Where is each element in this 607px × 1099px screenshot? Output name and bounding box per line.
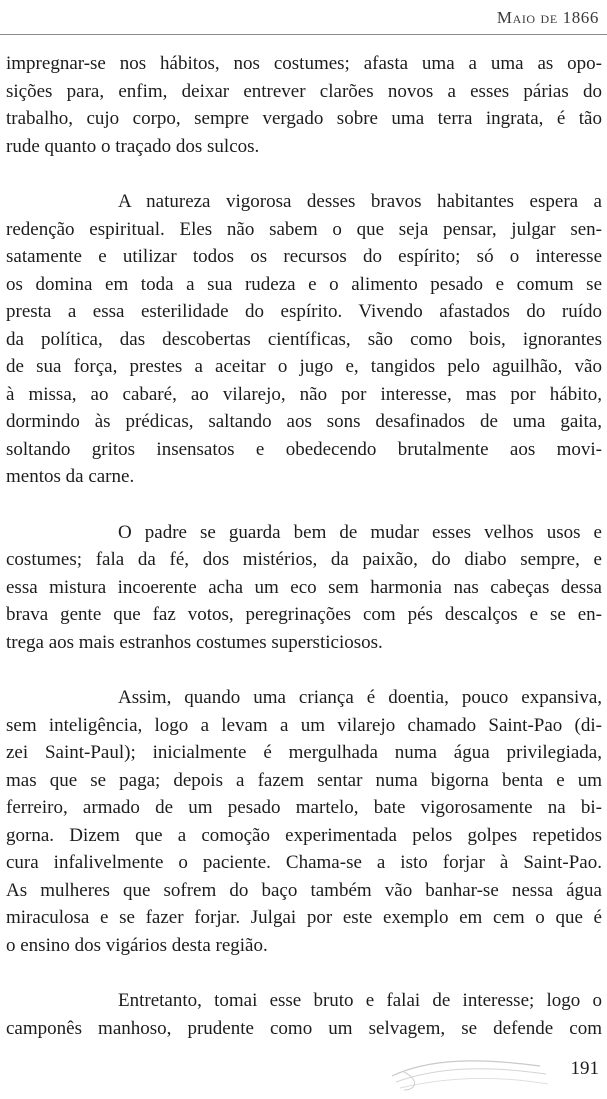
text-line: miraculosa e se fazer forjar. Julgai por este exemplo em cem o que é: [6, 907, 602, 928]
text-line: presta a essa esterilidade do espírito. Vivendo afastados do ruído: [6, 301, 602, 322]
decorative-flourish: [390, 1052, 550, 1096]
text-line: ferreiro, armado de um pesado martelo, bate vigorosamente na bi-: [6, 797, 602, 818]
text-line: essa mistura incoerente acha um eco sem harmonia nas cabeças dessa: [6, 576, 602, 598]
text-line: trabalho, cujo corpo, sempre vergado sobre uma terra ingrata, é tão: [6, 108, 602, 129]
text-line: os domina em toda a sua rudeza e o alimento pesado e comum se: [6, 273, 602, 295]
text-line: mas que se paga; depois a fazem sentar numa bigorna benta e um: [6, 769, 602, 791]
text-line: impregnar-se nos hábitos, nos costumes; afasta uma a uma as opo-: [6, 53, 602, 74]
text-line: A natureza vigorosa desses bravos habitantes espera a: [118, 191, 602, 212]
text-line: da política, das descobertas científicas, são como bois, ignorantes: [6, 328, 602, 350]
text-line: Assim, quando uma criança é doentia, pouco expansiva,: [118, 687, 602, 708]
paragraph: [6, 519, 602, 657]
text-line: gorna. Dizem que a comoção experimentada pelos golpes repetidos: [6, 824, 602, 846]
text-line: brava gente que faz votos, peregrinações com pés descalços e se en-: [6, 604, 602, 625]
text-line: zei Saint-Paul); inicialmente é mergulhada numa água privilegiada,: [6, 742, 602, 763]
text-line: cura infalivelmente o paciente. Chama-se a isto forjar à Saint-Pao.: [6, 852, 602, 873]
text-line: costumes; fala da fé, dos mistérios, da paixão, do diabo sempre, e: [6, 549, 602, 570]
text-line: camponês manhoso, prudente como um selvagem, se defende com: [6, 1017, 602, 1039]
text-line: sições para, enfim, deixar entrever clarões novos a esses párias do: [6, 80, 602, 102]
text-line: O padre se guarda bem de mudar esses velhos usos e: [118, 521, 602, 543]
text-line: satamente e utilizar todos os recursos do espírito; só o interesse: [6, 246, 602, 267]
page-number: 191: [570, 1058, 599, 1079]
text-line: mentos da carne.: [6, 466, 135, 487]
paragraph: [6, 684, 602, 959]
running-head-title: Maio de 1866: [496, 8, 599, 27]
paragraph: [6, 50, 602, 160]
header-rule: [0, 34, 607, 35]
text-line: redenção espiritual. Eles não sabem o que seja pensar, julgar sen-: [6, 218, 602, 240]
text-line: As mulheres que sofrem do baço também vão banhar-se nessa água: [6, 879, 602, 901]
text-line: trega aos mais estranhos costumes supersticiosos.: [6, 631, 383, 653]
body-text: [6, 50, 602, 1070]
paragraph: [6, 188, 602, 491]
text-line: sem inteligência, logo a levam a um vilarejo chamado Saint-Pao (di-: [6, 714, 602, 736]
text-line: dormindo às prédicas, saltando aos sons desafinados de uma gaita,: [6, 411, 602, 432]
text-line: à missa, ao cabaré, ao vilarejo, não por interesse, mas por hábito,: [6, 383, 602, 405]
text-line: Entretanto, tomai esse bruto e falai de interesse; logo o: [118, 990, 602, 1011]
text-line: soltando gritos insensatos e obedecendo brutalmente aos movi-: [6, 438, 602, 460]
paragraph: [6, 987, 602, 1042]
text-line: o ensino dos vigários desta região.: [6, 934, 268, 956]
text-line: de sua força, prestes a aceitar o jugo e, tangidos pelo aguilhão, vão: [6, 356, 602, 377]
text-line: rude quanto o traçado dos sulcos.: [6, 135, 260, 157]
